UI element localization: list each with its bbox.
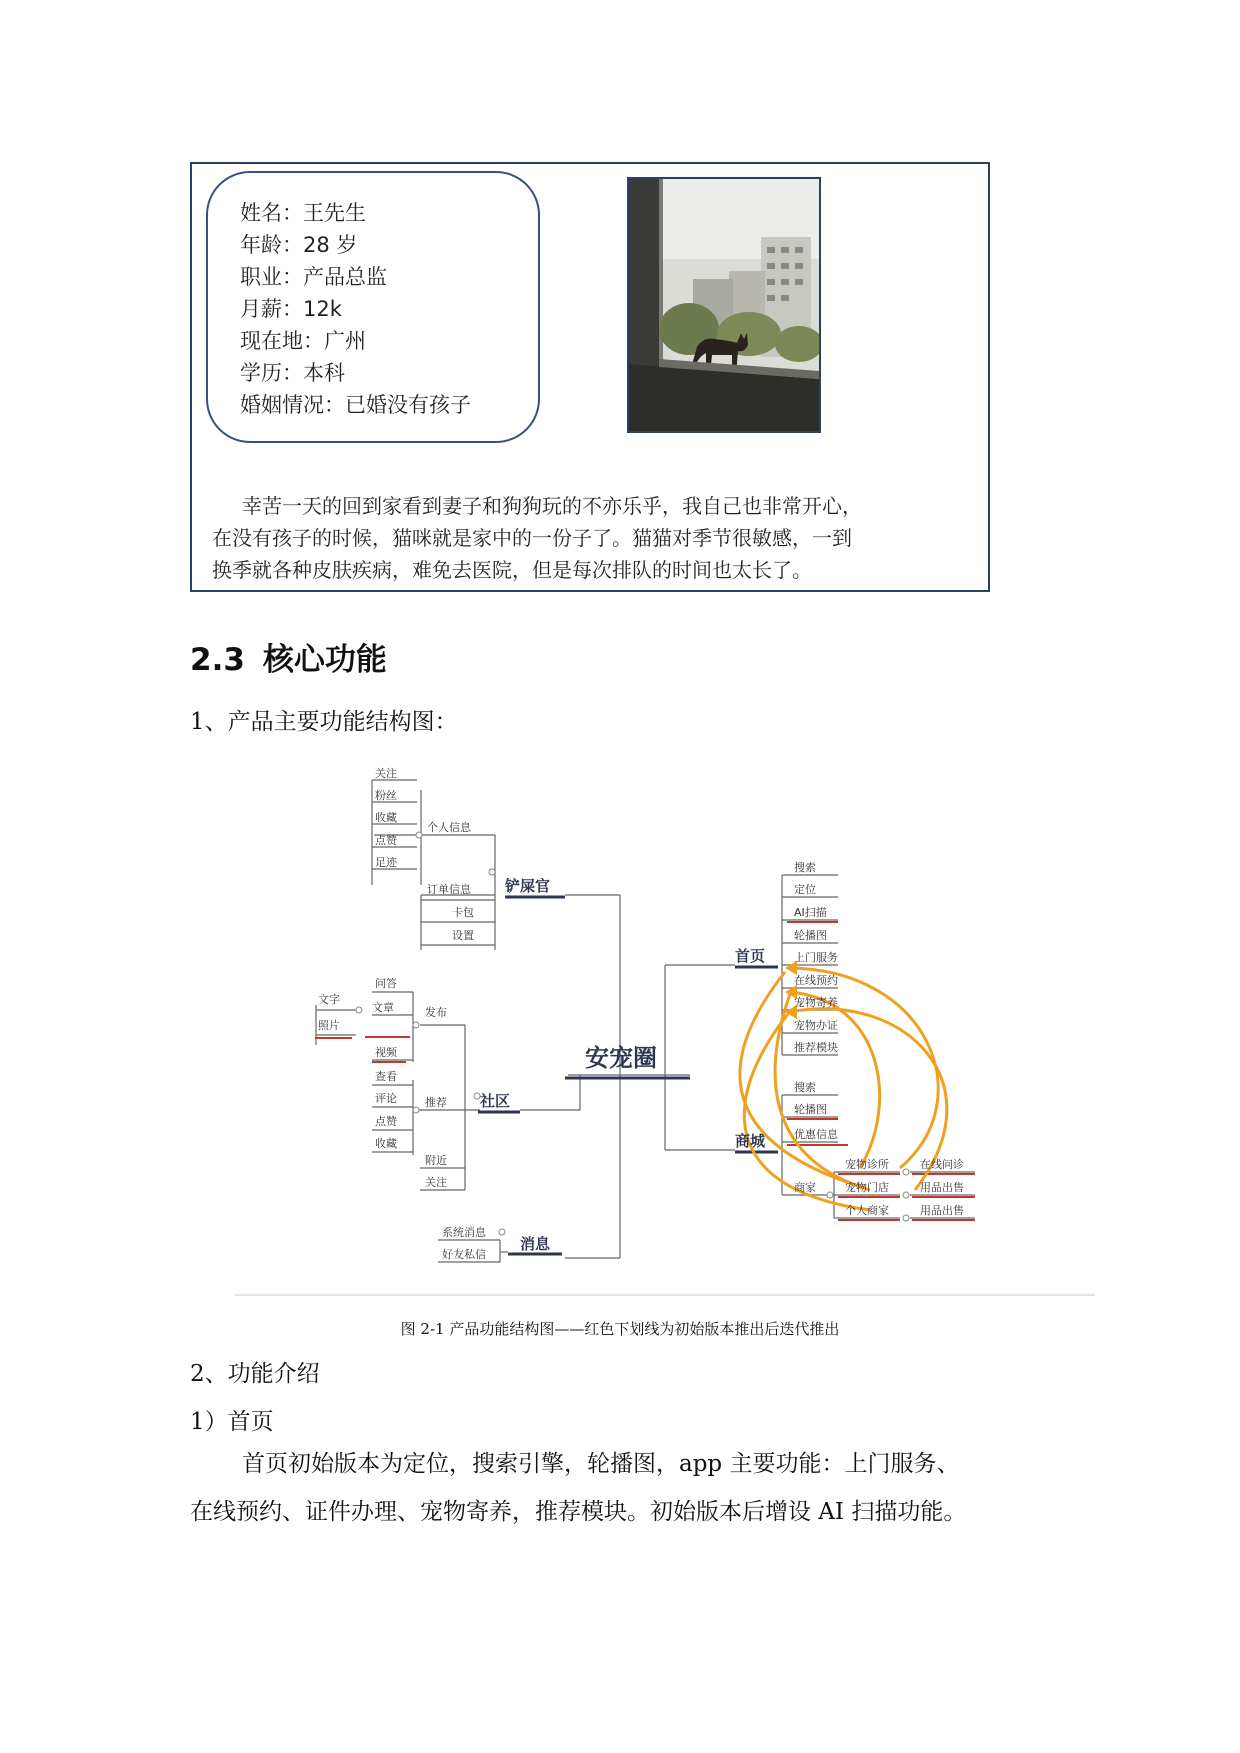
leaf: 视频 xyxy=(375,1046,397,1059)
story-line: 在没有孩子的时候，猫咪就是家中的一份子了。猫猫对季节很敏感，一到 xyxy=(212,526,852,550)
info-age: 年龄：28 岁 xyxy=(240,233,358,257)
leaf: 推荐 xyxy=(425,1096,447,1109)
branch-label: 社区 xyxy=(480,1092,511,1110)
leaf: 文字 xyxy=(318,993,340,1006)
leaf: 点赞 xyxy=(375,834,397,847)
leaf: 关注 xyxy=(375,767,397,780)
leaf: 粉丝 xyxy=(375,789,397,802)
leaf: 问答 xyxy=(375,977,397,990)
section-heading xyxy=(190,634,387,679)
info-marriage: 婚姻情况：已婚没有孩子 xyxy=(240,393,471,417)
section-2-heading: 2、功能介绍 xyxy=(190,1361,320,1387)
info-salary: 月薪：12k xyxy=(240,297,342,321)
leaf: 优惠信息 xyxy=(794,1128,838,1141)
leaf: AI扫描 xyxy=(794,906,827,919)
body-line: 首页初始版本为定位，搜索引擎，轮播图，app 主要功能：上门服务、 xyxy=(242,1451,960,1477)
leaf: 好友私信 xyxy=(442,1248,486,1261)
leaf: 点赞 xyxy=(375,1115,397,1128)
branch-label: 铲屎官 xyxy=(505,877,551,895)
leaf: 商家 xyxy=(794,1181,816,1194)
leaf: 用品出售 xyxy=(920,1181,964,1194)
function-structure-diagram xyxy=(0,760,1240,1320)
story-line: 幸苦一天的回到家看到妻子和狗狗玩的不亦乐乎，我自己也非常开心， xyxy=(242,494,862,518)
leaf: 搜索 xyxy=(794,861,816,874)
leaf: 照片 xyxy=(318,1019,340,1032)
leaf: 个人信息 xyxy=(427,821,471,834)
info-education: 学历：本科 xyxy=(240,361,345,385)
leaf: 附近 xyxy=(425,1154,447,1167)
branch-label: 首页 xyxy=(735,947,766,965)
cat-window-photo xyxy=(627,177,821,433)
section-number: 2.3 xyxy=(190,642,245,678)
mindmap-root: 安宠圈 xyxy=(585,1044,657,1072)
branch-label: 商城 xyxy=(735,1132,766,1150)
intro-text: 1、产品主要功能结构图： xyxy=(190,709,458,735)
leaf: 个人商家 xyxy=(845,1204,889,1217)
leaf: 订单信息 xyxy=(427,883,471,896)
leaf: 评论 xyxy=(375,1092,397,1105)
leaf: 发布 xyxy=(425,1006,447,1019)
leaf: 查看 xyxy=(375,1070,397,1083)
leaf: 在线预约 xyxy=(794,974,838,987)
persona-info-card xyxy=(206,171,540,443)
leaf: 收藏 xyxy=(375,1137,397,1150)
leaf: 宠物寄养 xyxy=(794,996,838,1009)
info-job: 职业：产品总监 xyxy=(240,265,387,289)
leaf: 在线问诊 xyxy=(920,1158,964,1171)
leaf: 宠物诊所 xyxy=(845,1158,889,1171)
leaf: 轮播图 xyxy=(794,1103,827,1116)
figure-caption: 图 2-1 产品功能结构图——红色下划线为初始版本推出后迭代推出 xyxy=(400,1320,840,1338)
persona-story xyxy=(212,490,962,586)
leaf: 收藏 xyxy=(375,811,397,824)
leaf: 宠物门店 xyxy=(845,1181,889,1194)
leaf: 文章 xyxy=(372,1001,394,1014)
leaf: 宠物办证 xyxy=(794,1019,838,1032)
leaf: 用品出售 xyxy=(920,1204,964,1217)
leaf: 推荐模块 xyxy=(794,1041,838,1054)
leaf: 搜索 xyxy=(794,1081,816,1094)
leaf: 系统消息 xyxy=(442,1226,486,1239)
leaf: 轮播图 xyxy=(794,929,827,942)
story-line: 换季就各种皮肤疾病，难免去医院，但是每次排队的时间也太长了。 xyxy=(212,558,812,582)
leaf: 足迹 xyxy=(375,856,397,869)
leaf: 关注 xyxy=(425,1176,447,1189)
leaf: 定位 xyxy=(794,883,816,896)
leaf: 上门服务 xyxy=(794,951,838,964)
subsection-homepage: 1）首页 xyxy=(190,1409,274,1435)
section-title: 核心功能 xyxy=(262,642,387,678)
leaf: 卡包 xyxy=(452,906,474,919)
info-location: 现在地：广州 xyxy=(240,329,366,353)
info-name: 姓名：王先生 xyxy=(240,201,366,225)
leaf: 设置 xyxy=(452,929,474,942)
body-line: 在线预约、证件办理、宠物寄养，推荐模块。初始版本后增设 AI 扫描功能。 xyxy=(190,1499,967,1525)
branch-label: 消息 xyxy=(520,1235,551,1253)
